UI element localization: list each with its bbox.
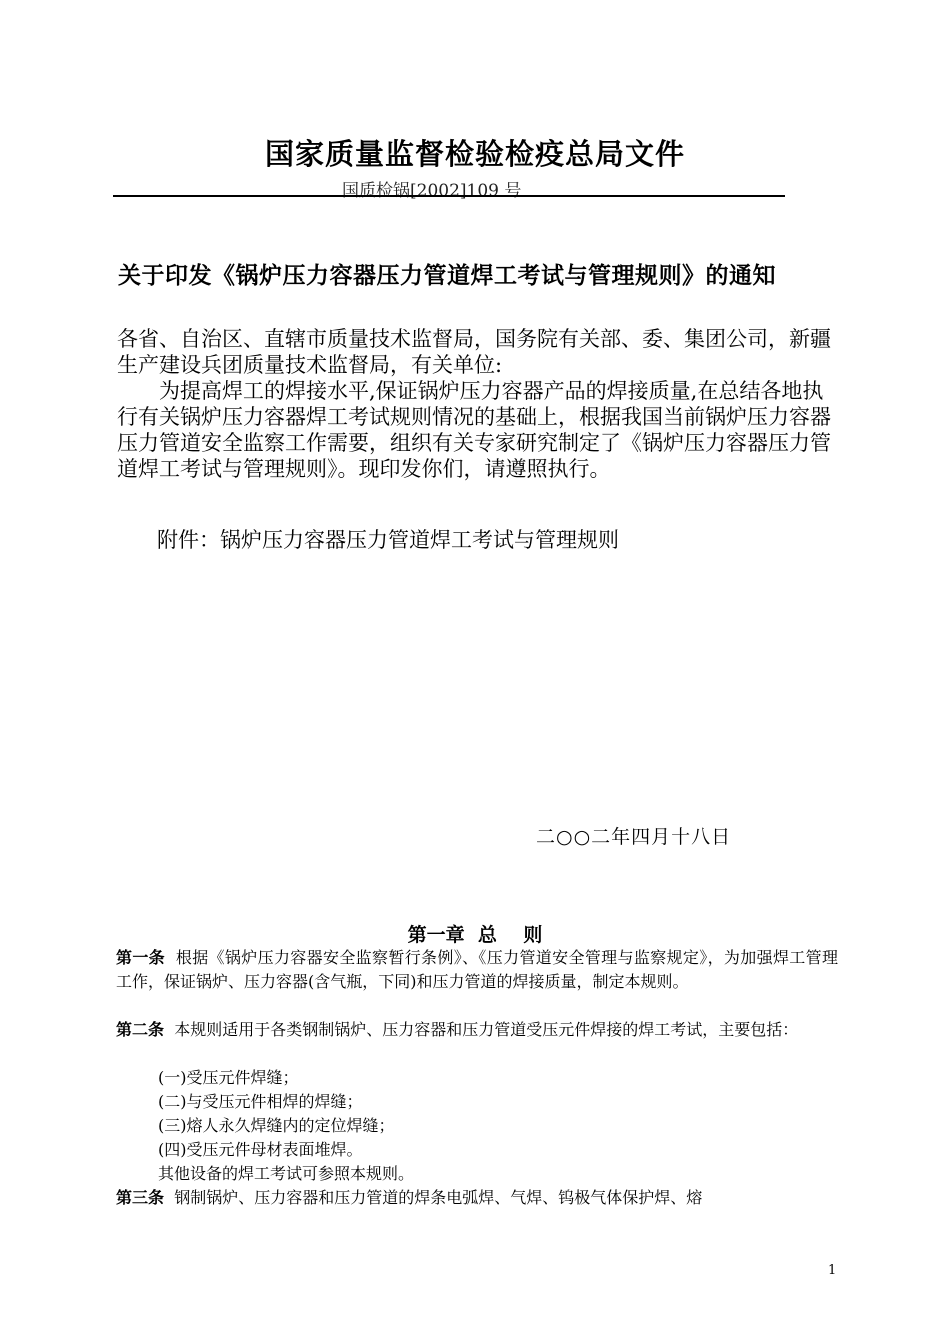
notice-body: 为提高焊工的焊接水平,保证锅炉压力容器产品的焊接质量,在总结各地执行有关锅炉压力容器焊工考试规则情况的基础上，根据我国当前锅炉压力容器压力管道安全监察工作需要，组织有关专家研究制定了《锅炉压力容器压力管道焊工考试与管理规则》。现印发你们，请遵照执行。 [117, 379, 831, 481]
document-number: 国质检锅[2002]109 号 [342, 181, 522, 201]
document-title: 国家质量监督检验检疫总局文件 [264, 137, 685, 171]
page-number: 1 [828, 1263, 837, 1278]
list-item: (三)熔人永久焊缝内的定位焊缝； [158, 1116, 395, 1135]
issue-date: 二○○二年四月十八日 [536, 826, 732, 848]
list-item: (四)受压元件母材表面堆焊。 [158, 1140, 363, 1159]
article-2 [116, 1018, 838, 1042]
chapter-title: 第一章 总 则 [407, 924, 543, 946]
article-1-text: 根据《锅炉压力容器安全监察暂行条例》、《压力管道安全管理与监察规定》，为加强焊工管理工作，保证锅炉、压力容器(含气瓶，下同)和压力管道的焊接质量，制定本规则。 [116, 948, 838, 991]
article-3-text: 钢制锅炉、压力容器和压力管道的焊条电弧焊、气焊、钨极气体保护焊、熔 [164, 1188, 703, 1207]
attachment-line: 附件：锅炉压力容器压力管道焊工考试与管理规则 [157, 528, 619, 552]
list-item: (二)与受压元件相焊的焊缝； [158, 1092, 363, 1111]
article-2-text: 本规则适用于各类钢制锅炉、压力容器和压力管道受压元件焊接的焊工考试，主要包括： [164, 1020, 799, 1039]
article-2-label: 第二条 [116, 1020, 165, 1039]
article-3 [116, 1186, 838, 1210]
addressees: 各省、自治区、直辖市质量技术监督局，国务院有关部、委、集团公司，新疆生产建设兵团质量技术监督局，有关单位: [117, 327, 831, 377]
list-item: (一)受压元件焊缝； [158, 1068, 299, 1087]
header-divider [113, 195, 785, 197]
article-1 [116, 946, 838, 994]
notice-title: 关于印发《锅炉压力容器压力管道焊工考试与管理规则》的通知 [118, 262, 776, 289]
article-1-label: 第一条 [116, 948, 166, 967]
list-item: 其他设备的焊工考试可参照本规则。 [158, 1164, 415, 1183]
article-3-label: 第三条 [116, 1188, 165, 1207]
